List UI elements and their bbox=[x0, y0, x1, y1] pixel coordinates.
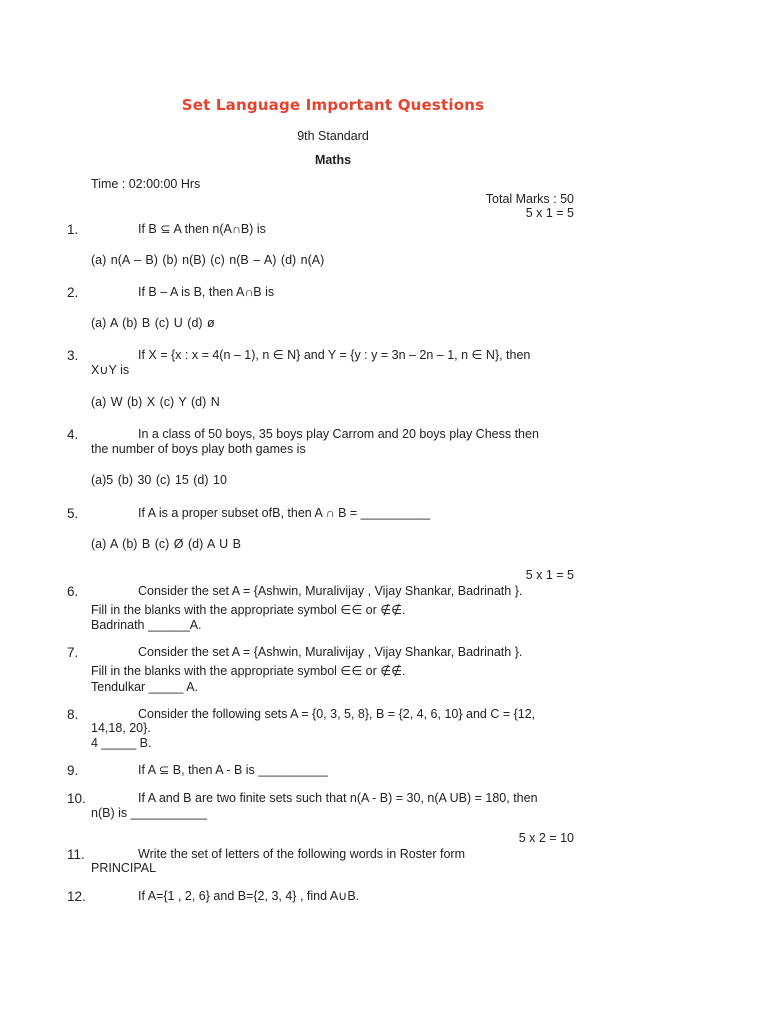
question-number: 5. bbox=[67, 506, 79, 521]
question-text-cont: Fill in the blanks with the appropriate symbol ∈∈ or ∉∉. bbox=[91, 603, 406, 617]
question-number: 2. bbox=[67, 285, 79, 300]
question-number: 6. bbox=[67, 584, 79, 599]
question-text-cont: Fill in the blanks with the appropriate symbol ∈∈ or ∉∉. bbox=[91, 664, 406, 678]
question-text-cont: the number of boys play both games is bbox=[91, 442, 306, 456]
question-text-cont: PRINCIPAL bbox=[91, 861, 157, 875]
time-label: Time : 02:00:00 Hrs bbox=[91, 177, 201, 191]
question-number: 4. bbox=[67, 427, 79, 442]
question-options: (a) n(A – B) (b) n(B) (c) n(B – A) (d) n(A) bbox=[91, 253, 325, 267]
section-marks: 5 x 1 = 5 bbox=[525, 568, 574, 582]
question-text: If B ⊆ A then n(A∩B) is bbox=[138, 222, 266, 236]
question-number: 9. bbox=[67, 763, 79, 778]
standard-label: 9th Standard bbox=[297, 129, 369, 143]
question-number: 10. bbox=[67, 791, 86, 806]
question-options: (a) A (b) B (c) Ø (d) A U B bbox=[91, 537, 242, 551]
question-number: 3. bbox=[67, 348, 79, 363]
question-text: Write the set of letters of the following words in Roster form bbox=[138, 847, 465, 861]
question-text-cont: Tendulkar _____ A. bbox=[91, 680, 199, 694]
question-options: (a) W (b) X (c) Y (d) N bbox=[91, 395, 220, 409]
question-options: (a)5 (b) 30 (c) 15 (d) 10 bbox=[91, 473, 227, 487]
question-text: Consider the following sets A = {0, 3, 5, 8}, B = {2, 4, 6, 10} and C = {12, bbox=[138, 707, 536, 721]
question-text-cont: X∪Y is bbox=[91, 363, 130, 377]
question-text-cont: n(B) is ___________ bbox=[91, 806, 208, 820]
question-text: If A ⊆ B, then A - B is __________ bbox=[138, 763, 328, 777]
question-text: Consider the set A = {Ashwin, Muralivijay , Vijay Shankar, Badrinath }. bbox=[138, 645, 523, 659]
question-text-cont: 4 _____ B. bbox=[91, 736, 152, 750]
question-number: 11. bbox=[67, 847, 85, 862]
section-marks: 5 x 2 = 10 bbox=[518, 831, 574, 845]
question-text: If A={1 , 2, 6} and B={2, 3, 4} , find A∪B. bbox=[138, 889, 360, 903]
question-text: If A and B are two finite sets such that n(A - B) = 30, n(A UB) = 180, then bbox=[138, 791, 538, 805]
question-number: 1. bbox=[67, 222, 79, 237]
question-text: In a class of 50 boys, 35 boys play Carrom and 20 boys play Chess then bbox=[138, 427, 539, 441]
section-marks: 5 x 1 = 5 bbox=[525, 206, 574, 220]
question-number: 8. bbox=[67, 707, 79, 722]
question-text: If X = {x : x = 4(n – 1), n ∈ N} and Y = {y : y = 3n – 2n – 1, n ∈ N}, then bbox=[138, 348, 531, 362]
question-text: If B – A is B, then A∩B is bbox=[138, 285, 275, 299]
paper-title: Set Language Important Questions bbox=[181, 96, 485, 114]
question-text: If A is a proper subset ofB, then A ∩ B = __________ bbox=[138, 506, 431, 520]
subject-label: Maths bbox=[314, 153, 352, 167]
question-number: 7. bbox=[67, 645, 79, 660]
question-text-cont: 14,18, 20}. bbox=[91, 721, 151, 735]
question-text: Consider the set A = {Ashwin, Muralivijay , Vijay Shankar, Badrinath }. bbox=[138, 584, 523, 598]
total-marks: Total Marks : 50 bbox=[485, 192, 574, 206]
question-text-cont: Badrinath ______A. bbox=[91, 618, 202, 632]
question-options: (a) A (b) B (c) U (d) ø bbox=[91, 316, 215, 330]
question-number: 12. bbox=[67, 889, 86, 904]
